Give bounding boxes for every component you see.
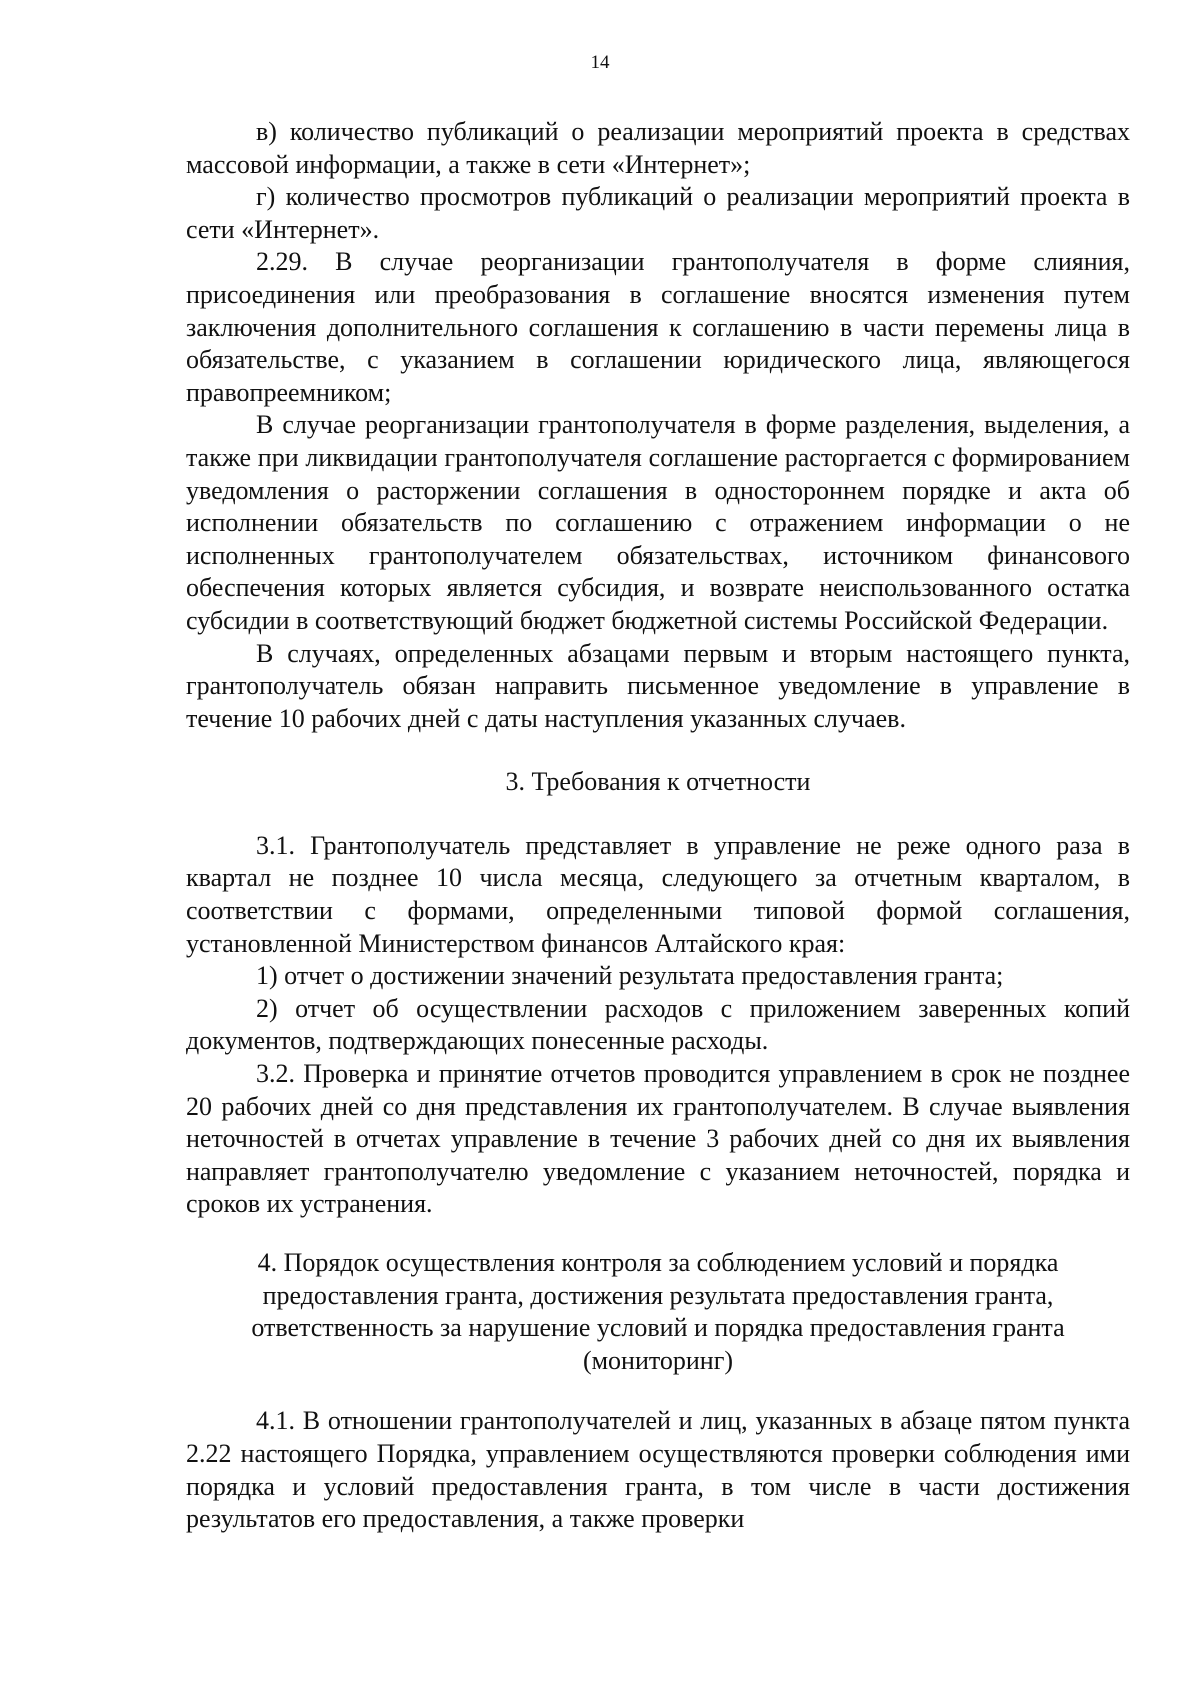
section-3-heading: 3. Требования к отчетности bbox=[505, 767, 811, 797]
page-number: 14 bbox=[590, 52, 610, 73]
paragraph-2-29: 2.29. В случае реорганизации грантополучателя в форме слияния, присоединения или преобразования в соглашение вносятся изменения путем заключения дополнительного соглашения к соглашению в части перемены лица в обязательстве, с указанием в соглашении юридического лица, являющегося правопреемником; bbox=[186, 247, 1130, 407]
paragraph-4-1: 4.1. В отношении грантополучателей и лиц, указанных в абзаце пятом пункта 2.22 настоящего Порядка, управлением осуществляются проверки соблюдения ими порядка и условий предоставления гранта, в том числе в части достижения результатов его предоставления, а также проверки bbox=[186, 1406, 1130, 1534]
document-body bbox=[186, 116, 1130, 1536]
paragraph-item-g: г) количество просмотров публикаций о реализации мероприятий проекта в сети «Интернет». bbox=[186, 182, 1130, 244]
paragraph-item-v: в) количество публикаций о реализации мероприятий проекта в средствах массовой информации, а также в сети «Интернет»; bbox=[186, 117, 1130, 179]
paragraph-3-1-item-1: 1) отчет о достижении значений результата предоставления гранта; bbox=[256, 961, 1004, 991]
paragraph-reorganization-separation: В случае реорганизации грантополучателя в форме разделения, выделения, а также при ликвидации грантополучателя соглашение расторгается с формированием уведомления о расторжении соглашения в одностороннем порядке и акта об исполнении обязательств по соглашению с отражением информации о не исполненных грантополучателем обязательствах, источником финансового обеспечения которых является субсидия, и возврате неиспользованного остатка субсидии в соответствующий бюджет бюджетной системы Российской Федерации. bbox=[186, 410, 1130, 635]
paragraph-notification: В случаях, определенных абзацами первым и вторым настоящего пункта, грантополучатель обязан направить письменное уведомление в управление в течение 10 рабочих дней с даты наступления указанных случаев. bbox=[186, 638, 1130, 733]
paragraph-3-2: 3.2. Проверка и принятие отчетов проводится управлением в срок не позднее 20 рабочих дней со дня представления их грантополучателем. В случае выявления неточностей в отчетах управление в течение 3 рабочих дней со дня их выявления направляет грантополучателю уведомление с указанием неточностей, порядка и сроков их устранения. bbox=[186, 1059, 1130, 1219]
section-4-heading: 4. Порядок осуществления контроля за соблюдением условий и порядка предоставления гранта, достижения результата предоставления гранта, ответственность за нарушение условий и порядка предоставления гранта (мониторинг) bbox=[251, 1248, 1065, 1375]
paragraph-3-1-item-2: 2) отчет об осуществлении расходов с приложением заверенных копий документов, подтверждающих понесенные расходы. bbox=[186, 993, 1130, 1056]
paragraph-3-1: 3.1. Грантополучатель представляет в управление не реже одного раза в квартал не позднее 10 числа месяца, следующего за отчетным кварталом, в соответствии с формами, определенными типовой формой соглашения, установленной Министерством финансов Алтайского края: bbox=[186, 830, 1130, 958]
